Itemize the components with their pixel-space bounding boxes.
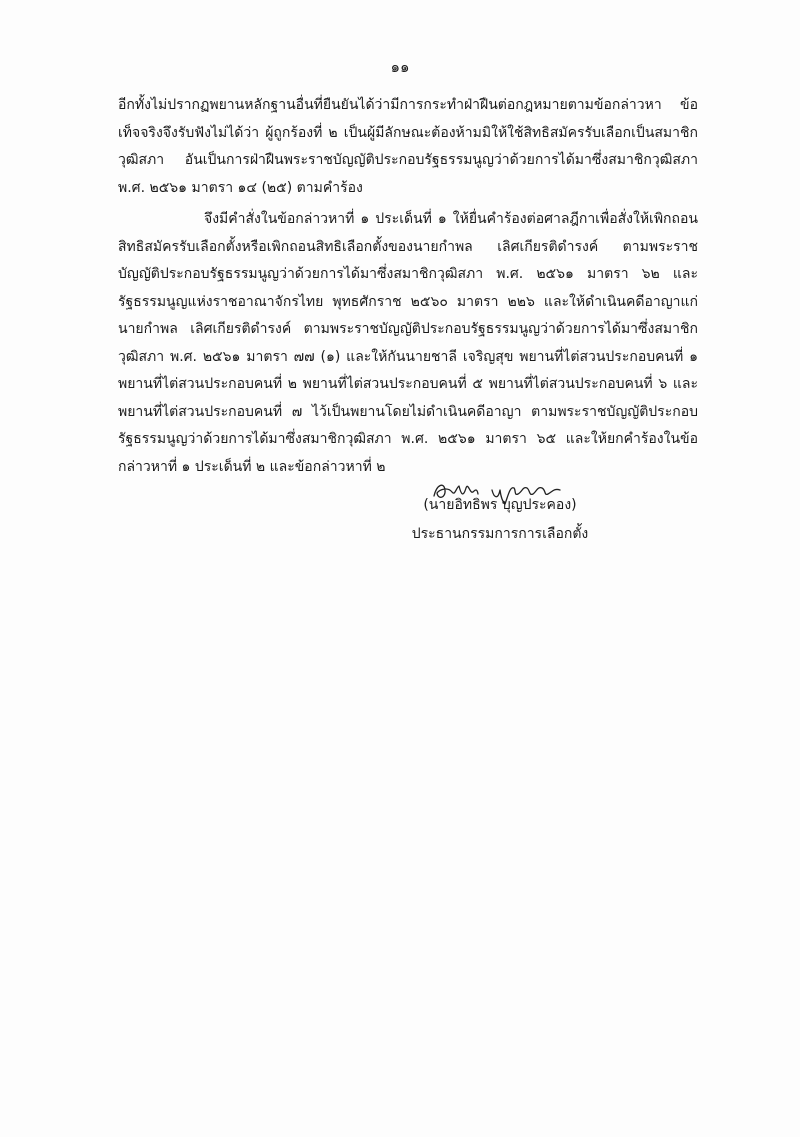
page-number: ๑๑ — [390, 58, 410, 76]
signer-title: ประธานกรรมการการเลือกตั้ง — [411, 526, 589, 542]
paragraph-findings: อีกทั้งไม่ปรากฏพยานหลักฐานอื่นที่ยืนยันได้ว่ามีการกระทำฝ่าฝืนต่อกฎหมายตามข้อกล่าวหา ข้อเท็จจริงจึงรับฟังไม่ได้ว่า ผู้ถูกร้องที่ ๒ เป็นผู้มีลักษณะต้องห้ามมิให้ใช้สิทธิสมัครรับเลือกเป็นสมาชิกวุฒิสภา อันเป็นการฝ่าฝืนพระราชบัญญัติประกอบรัฐธรรมนูญว่าด้วยการได้มาซึ่งสมาชิกวุฒิสภา พ.ศ. ๒๕๖๑ มาตรา ๑๔ (๒๕) ตามคำร้อง — [118, 97, 698, 196]
paragraph-order: จึงมีคำสั่งในข้อกล่าวหาที่ ๑ ประเด็นที่ ๑ ให้ยื่นคำร้องต่อศาลฎีกาเพื่อสั่งให้เพิกถอนสิทธิสมัครรับเลือกตั้งหรือเพิกถอนสิทธิเลือกตั้งของนายกำพล เลิศเกียรติดำรงค์ ตามพระราชบัญญัติประกอบรัฐธรรมนูญว่าด้วยการได้มาซึ่งสมาชิกวุฒิสภา พ.ศ. ๒๕๖๑ มาตรา ๖๒ และรัฐธรรมนูญแห่งราชอาณาจักรไทย พุทธศักราช ๒๕๖๐ มาตรา ๒๒๖ และให้ดำเนินคดีอาญาแก่นายกำพล เลิศเกียรติดำรงค์ ตามพระราชบัญญัติประกอบรัฐธรรมนูญว่าด้วยการได้มาซึ่งสมาชิกวุฒิสภา พ.ศ. ๒๕๖๑ มาตรา ๗๗ (๑) และให้กันนายชาลี เจริญสุข พยานที่ไต่สวนประกอบคนที่ ๑ พยานที่ไต่สวนประกอบคนที่ ๒ พยานที่ไต่สวนประกอบคนที่ ๕ พยานที่ไต่สวนประกอบคนที่ ๖ และพยานที่ไต่สวนประกอบคนที่ ๗ ไว้เป็นพยานโดยไม่ดำเนินคดีอาญา ตามพระราชบัญญัติประกอบรัฐธรรมนูญว่าด้วยการได้มาซึ่งสมาชิกวุฒิสภา พ.ศ. ๒๕๖๑ มาตรา ๖๕ และให้ยกคำร้องในข้อกล่าวหาที่ ๑ ประเด็นที่ ๒ และข้อกล่าวหาที่ ๒ — [118, 211, 698, 475]
signer-name: (นายอิทธิพร บุญประคอง) — [423, 497, 577, 513]
